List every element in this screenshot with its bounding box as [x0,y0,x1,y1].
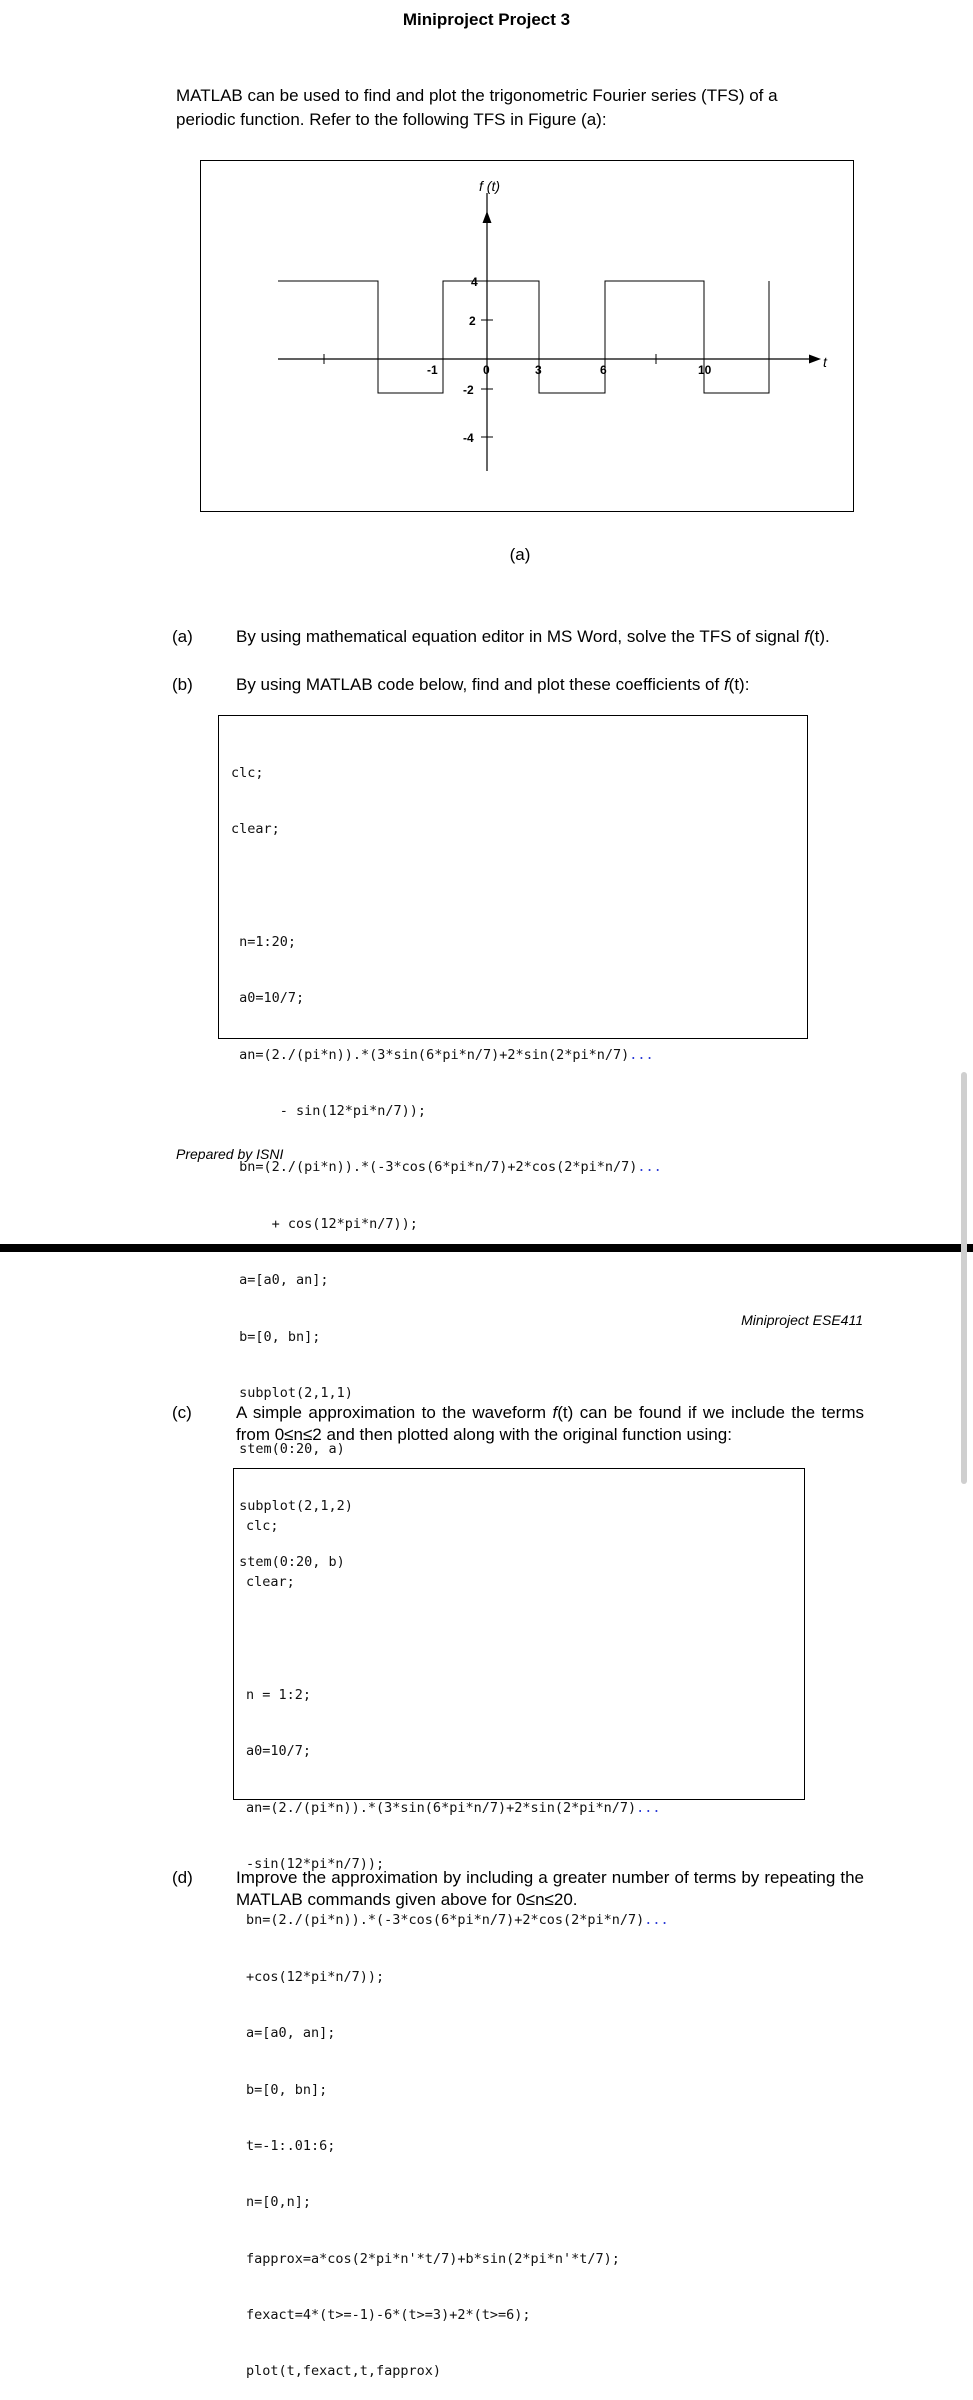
y-tick-label: -2 [463,383,474,397]
code-line: subplot(2,1,1) [231,1384,353,1401]
code-line: b=[0, bn]; [231,1328,321,1345]
code-line: -sin(12*pi*n/7)); [246,1855,385,1872]
question-text: (t): [728,675,750,694]
x-tick-label: -1 [427,363,438,377]
question-text-em: f [723,675,729,694]
page-header: Miniproject ESE411 [741,1312,863,1328]
line-continuation: ... [644,1912,669,1929]
line-continuation: ... [629,1046,654,1063]
code-line [231,876,807,895]
figure-a [200,160,854,512]
square-wave-plot [201,161,855,513]
code-line: subplot(2,1,2) [231,1497,353,1514]
code-line: clear; [246,1573,295,1590]
question-b [172,674,864,696]
code-line: b=[0, bn]; [246,2081,328,2098]
question-label: (c) [172,1403,192,1422]
code-line: clc; [231,764,264,781]
x-tick-label: 0 [483,363,490,377]
code-line: a=[a0, an]; [246,2025,336,2042]
code-line: + cos(12*pi*n/7)); [231,1215,418,1232]
code-line: a=[a0, an]; [231,1272,329,1289]
y-tick-label: 4 [471,275,478,289]
scrollbar[interactable] [961,1072,967,1484]
code-line [246,1629,804,1648]
code-line: a0=10/7; [246,1743,312,1760]
code-line: stem(0:20, b) [231,1554,345,1571]
question-label: (a) [172,627,193,646]
code-line: clc; [246,1517,279,1534]
question-text: Improve the approximation by including a greater number of terms by repeating the MATLAB commands given above for 0≤n≤20. [236,1868,864,1909]
page-title: Miniproject Project 3 [402,10,571,29]
y-tick-label: 2 [469,314,476,328]
code-line: plot(t,fexact,t,fapprox) [246,2363,442,2380]
question-text: (t). [808,627,830,646]
question-d [172,1867,864,1911]
code-line: stem(0:20, a) [231,1441,345,1458]
y-tick-label: -4 [463,431,474,445]
code-line: bn=(2./(pi*n)).*(-3*cos(6*pi*n/7)+2*cos(2*pi*n/7) [231,1159,638,1176]
question-c [172,1402,864,1446]
question-text: A simple approximation to the waveform [236,1403,553,1422]
x-tick-label: 10 [698,363,712,377]
question-text-em: f [552,1403,558,1422]
x-axis-label: t [823,354,827,370]
code-line: an=(2./(pi*n)).*(3*sin(6*pi*n/7)+2*sin(2*pi*n/7) [231,1046,630,1063]
line-continuation: ... [637,1159,662,1176]
code-line: clear; [231,820,280,837]
code-line: n = 1:2; [246,1686,312,1703]
code-line: fapprox=a*cos(2*pi*n'*t/7)+b*sin(2*pi*n'*t/7); [246,2250,620,2267]
question-label: (b) [172,675,193,694]
page-divider [0,1244,973,1252]
question-text-em: f [804,627,809,646]
prepared-by: Prepared by ISNI [176,1146,284,1162]
question-text: By using mathematical equation editor in MS Word, solve the TFS of signal [236,627,805,646]
intro-paragraph: MATLAB can be used to find and plot the trigonometric Fourier series (TFS) of a periodic function. Refer to the following TFS in Figure (a): [176,86,778,129]
line-continuation: ... [636,1799,661,1816]
y-axis-label: f (t) [479,178,500,194]
code-line: bn=(2./(pi*n)).*(-3*cos(6*pi*n/7)+2*cos(2*pi*n/7) [246,1912,645,1929]
x-tick-label: 3 [535,363,542,377]
code-line: +cos(12*pi*n/7)); [246,1968,385,1985]
code-line: - sin(12*pi*n/7)); [231,1102,427,1119]
question-text: By using MATLAB code below, find and plot these coefficients of [236,675,724,694]
figure-caption: (a) [509,545,531,564]
x-tick-label: 6 [600,363,607,377]
code-line: n=1:20; [231,933,297,950]
question-a [172,626,864,648]
question-text: (t) can be found if we include the terms from 0≤n≤2 and then plotted along with the original function using: [236,1403,864,1444]
code-line: fexact=4*(t>=-1)-6*(t>=3)+2*(t>=6); [246,2307,531,2324]
code-line: n=[0,n]; [246,2194,312,2211]
code-line: t=-1:.01:6; [246,2137,336,2154]
code-line: an=(2./(pi*n)).*(3*sin(6*pi*n/7)+2*sin(2*pi*n/7) [246,1799,637,1816]
code-line: a0=10/7; [231,990,305,1007]
question-label: (d) [172,1868,193,1887]
